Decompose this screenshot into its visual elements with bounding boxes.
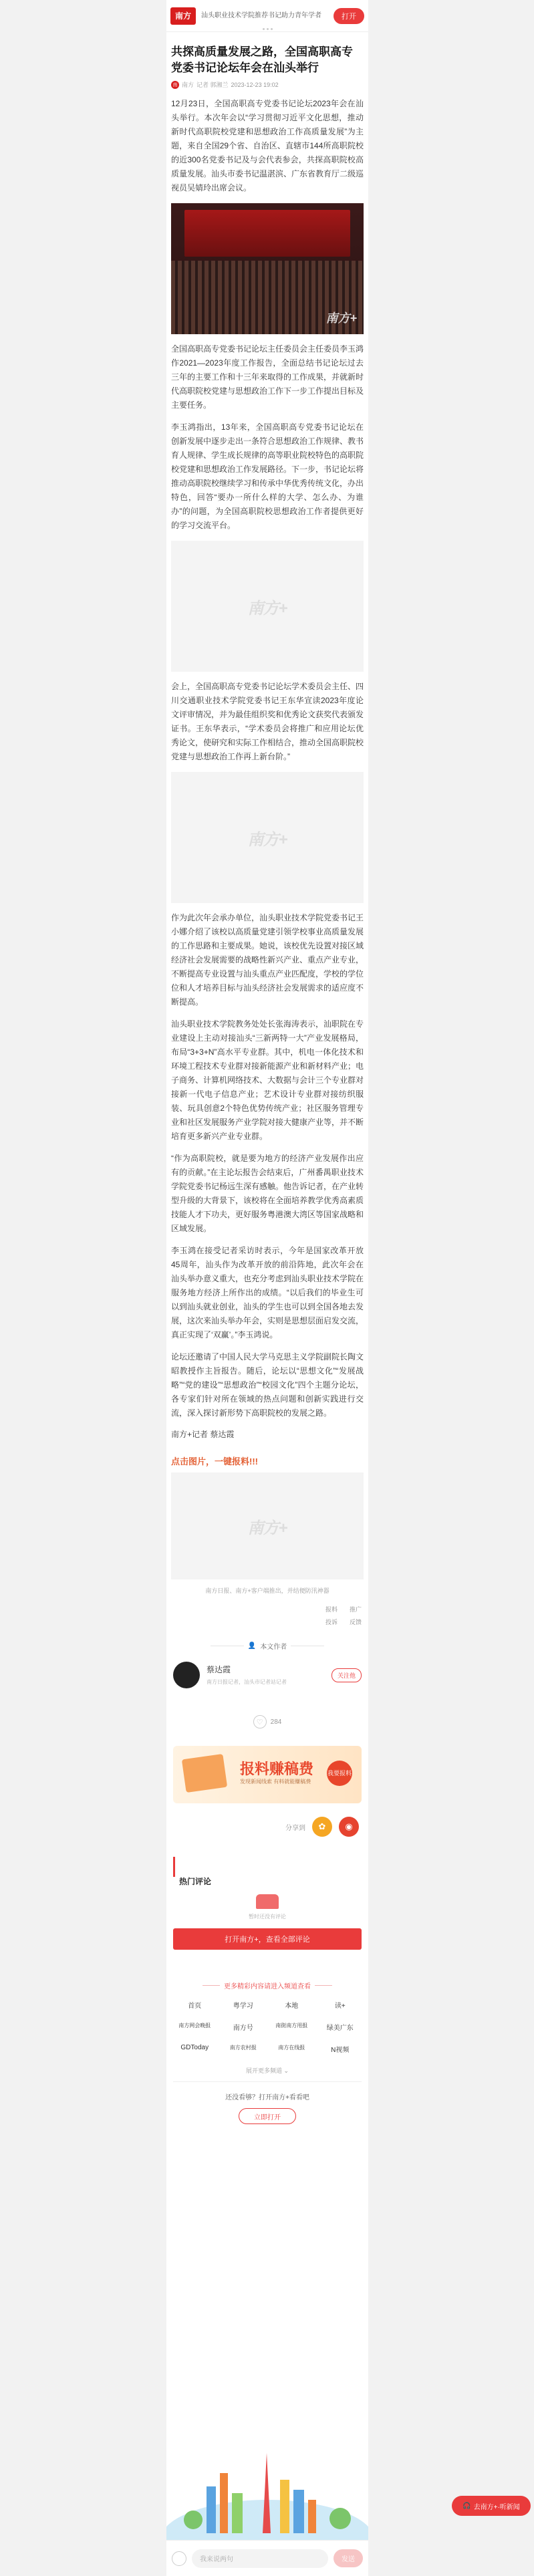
wechat-moments-icon[interactable]: ✿ — [312, 1817, 332, 1837]
paragraph: 汕头职业技术学院教务处处长张海涛表示，汕职院在专业建设上主动对接汕头“三新两特一大”产业发展格局，布局“3+3+N”高水平专业群。其中，机电一体化技术和环境工程技术专业群对接新能源产业和新材料产业；电子商务、计算机网络技术、大数据与会计三个专业群对接新一代电子信息产业；艺术设计专业群对接纺织服装、玩具创意2个特色优势传统产业；社区服务管理专业和社区发展服务产业学院对接大健康产业等，并不断培育更多新兴产业专业群。 — [171, 1019, 364, 1141]
ad-title[interactable]: 点击图片，一键报料!!! — [171, 1456, 258, 1466]
channel-item[interactable]: 首页 — [188, 2003, 202, 2010]
channel-item[interactable]: N视频 — [331, 2047, 350, 2054]
conference-photo[interactable] — [171, 203, 364, 334]
report-link[interactable]: 报料 — [325, 1606, 338, 1613]
article-author: 南方+记者 蔡达霞 — [171, 1430, 235, 1439]
tipoff-banner[interactable] — [173, 1746, 362, 1803]
ad-image-logo: 南方+ — [247, 1519, 287, 1537]
envelope-icon — [182, 1754, 227, 1793]
channel-item[interactable]: 南方号 — [233, 2025, 253, 2032]
article-title: 共探高质量发展之路，全国高职高专党委书记论坛年会在汕头举行 — [171, 45, 353, 74]
feedback-link[interactable]: 反馈 — [349, 1619, 362, 1626]
top-app-banner — [166, 0, 368, 32]
promo-link[interactable]: 推广 — [349, 1606, 362, 1613]
article-source[interactable]: 南方 — [182, 82, 194, 88]
channel-item[interactable]: 绿美广东 — [326, 2025, 354, 2032]
share-bar — [166, 1803, 368, 1837]
expand-channels-button[interactable]: 展开更多频道 ⌄ — [245, 2067, 289, 2074]
paragraph: 会上，全国高职高专党委书记论坛学术委员会主任、四川交通职业技术学院党委书记王东华宣读2023年度论文评审情况，并为最佳组织奖和优秀论文获奖代表颁发证书。王东华表示，“学术委员会将推广和应用论坛优秀论文，使研究和实际工作相结合，推动全国高职院校党建与思想政治工作再上新台阶。” — [171, 682, 364, 761]
article-meta — [166, 80, 368, 89]
author-section-header — [166, 1641, 368, 1651]
person-icon: 👤 — [247, 1642, 257, 1650]
like-count: 284 — [270, 1718, 282, 1726]
channel-item[interactable]: 南街南方用报 — [275, 2023, 308, 2029]
paragraph: “作为高职院校，就是要为地方的经济产业发展作出应有的贡献。”在主论坛报告会结束后，广州番禺职业技术学院党委书记杨远生深有感触。他告诉记者，在产业转型升级的大背景下，该校将在全面培养教学优秀高素质技能人才下功夫，更好服务粤港澳大湾区等国家战略和区域发展。 — [171, 1154, 364, 1233]
paragraph: 12月23日，全国高职高专党委书记论坛2023年会在汕头举行。本次年会以“学习贯彻习近平文化思想，推动新时代高职院校党建和思想政治工作高质量发展”为主题，来自全国29个省、自治区、直辖市144所高职院校的近300名党委书记及与会代表参会，共探高职院校高质量发展。汕头市委书记温湛滨、广东省教育厅二级巡视员吴婧玲出席会议。 — [171, 99, 364, 192]
author-desc: 南方日报记者，汕头市记者站记者 — [207, 1678, 287, 1685]
article-time: 2023-12-23 19:02 — [231, 81, 279, 88]
send-button[interactable]: 发送 — [333, 2549, 363, 2567]
paragraph: 论坛还邀请了中国人民大学马克思主义学院副院长陶文昭教授作主旨报告。随后，论坛以“思想文化”“发展战略”“党的建设”“思想政治”“校园文化”四个主题分论坛，各专家们针对所在领域的热点问题和创新实践进行交流，深入探讨新形势下高职院校的发展之路。 — [171, 1352, 364, 1418]
more-channels-header — [166, 1980, 368, 1990]
view-all-comments-button[interactable]: 打开南方+，查看全部评论 — [173, 1928, 362, 1950]
channel-item[interactable]: 粤学习 — [233, 2003, 253, 2010]
author-name[interactable]: 蔡达霞 — [207, 1664, 231, 1674]
open-now-button[interactable]: 立即打开 — [239, 2108, 296, 2124]
headphones-icon: 🎧 — [462, 2502, 471, 2510]
invite-text: 还没看够？打开南方+看看吧 — [225, 2094, 309, 2101]
heart-icon[interactable]: ♡ — [253, 1715, 267, 1728]
image-placeholder[interactable] — [171, 541, 364, 672]
no-comments-text: 暂时还没有评论 — [249, 1914, 286, 1920]
article-column — [166, 0, 368, 2576]
author-info — [207, 1664, 331, 1687]
report-links — [166, 1595, 368, 1626]
article-author-meta: 记者 郭湘兰 — [196, 82, 229, 88]
divider — [173, 2081, 362, 2082]
listen-news-label: 去南方+·听新闻 — [473, 2503, 520, 2511]
author-section-title: 本文作者 — [260, 1644, 287, 1651]
ad-caption: 南方日报、南方+客户端推出，并结便防汛神器 — [205, 1587, 329, 1594]
image-placeholder[interactable] — [171, 772, 364, 903]
image-placeholder-logo: 南方+ — [247, 599, 287, 618]
like-area — [166, 1715, 368, 1728]
comments-title: 热门评论 — [173, 1857, 368, 1877]
tip-link[interactable]: 投诉 — [325, 1619, 338, 1626]
image-placeholder-logo: 南方+ — [247, 830, 287, 849]
ad-image[interactable] — [171, 1472, 364, 1579]
sofa-icon — [166, 1894, 368, 1909]
banner-button[interactable]: 我要报料 — [327, 1761, 352, 1786]
app-banner-title: 汕头职业技术学院推荐书记助力青年学者 — [201, 12, 321, 19]
author-card — [166, 1662, 368, 1688]
follow-button[interactable]: 关注他 — [331, 1668, 362, 1682]
channel-item[interactable]: 读+ — [334, 2003, 346, 2010]
listen-news-button[interactable] — [452, 2496, 531, 2516]
paragraph: 全国高职高专党委书记论坛主任委员会主任委员李玉鸿作2021—2023年度工作报告，全面总结书记论坛过去三年的主要工作和十三年来取得的工作成果，并就新时代高职院校党建与思想政治工作下一步工作提出目标及主要任务。 — [171, 344, 364, 410]
channel-item[interactable]: 本地 — [285, 2003, 299, 2010]
channel-item[interactable]: 南方在线报 — [278, 2045, 305, 2051]
open-app-button[interactable]: 打开 — [333, 8, 364, 24]
comment-bar — [166, 2540, 368, 2576]
banner-subtitle: 发现新闻线索 有料就能赚稿费 — [240, 1779, 311, 1785]
more-channels-title: 更多精彩内容请进入频道查看 — [224, 1983, 311, 1990]
author-avatar[interactable] — [173, 1662, 200, 1688]
share-label: 分享到 — [285, 1824, 305, 1832]
paragraph: 李玉鸿指出，13年来，全国高职高专党委书记论坛在创新发展中逐步走出一条符合思想政治工作规律、教书育人规律、学生成长规律的高等职业院校特色的高职院校党建和思想政治工作发展路径。下一步，书记论坛将推动高职院校继续学习和传承中华优秀传统文化，办出特色，回答“要办一所什么样的大学、怎么办、为谁办”的问题，为全国高职院校思想政治工作者提供更好的学习交流平台。 — [171, 422, 364, 530]
conference-stage — [184, 210, 350, 257]
banner-title: 报料赚稿费 — [240, 1761, 314, 1777]
channel-item[interactable]: GDToday — [180, 2044, 209, 2051]
channel-item[interactable]: 南方网会晚报 — [178, 2023, 211, 2029]
paragraph: 作为此次年会承办单位，汕头职业技术学院党委书记王小娜介绍了该校以高质量党建引领学校事业高质量发展的工作思路和主要成果。她说，该校优先设置对接区域经济社会发展需要的战略性新兴产业、重点产业专业，不断提高专业设置与汕头重点产业匹配度，学校的学位位和人才培养目标与汕头经济社会发展需求的适应度不断提高。 — [171, 913, 364, 1007]
paragraph: 李玉鸿在接受记者采访时表示，今年是国家改革开放45周年，汕头作为改革开放的前沿阵地，此次年会在汕头举办意义重大，也充分考虑到汕头职业技术学院在服务地方经济上所作出的成绩。“以后我们的毕业生可以到汕头就业创业，汕头的学生也可以到全国各地去发展，这次来汕头举办年会，实则是思想层面启发交流，真正实现了‘双赢’。”李玉鸿说。 — [171, 1246, 364, 1339]
channel-item[interactable]: 南方农村报 — [229, 2045, 257, 2051]
channel-grid — [166, 1990, 368, 2054]
weibo-icon[interactable]: ◉ — [339, 1817, 359, 1837]
photo-watermark: 南方+ — [325, 311, 357, 325]
city-skyline-illustration — [166, 2440, 368, 2540]
user-icon[interactable] — [172, 2551, 186, 2566]
comment-input[interactable]: 我来说两句 — [192, 2549, 328, 2568]
nanfang-logo: 南方 — [170, 7, 196, 25]
source-badge-icon: 南 — [171, 81, 179, 89]
